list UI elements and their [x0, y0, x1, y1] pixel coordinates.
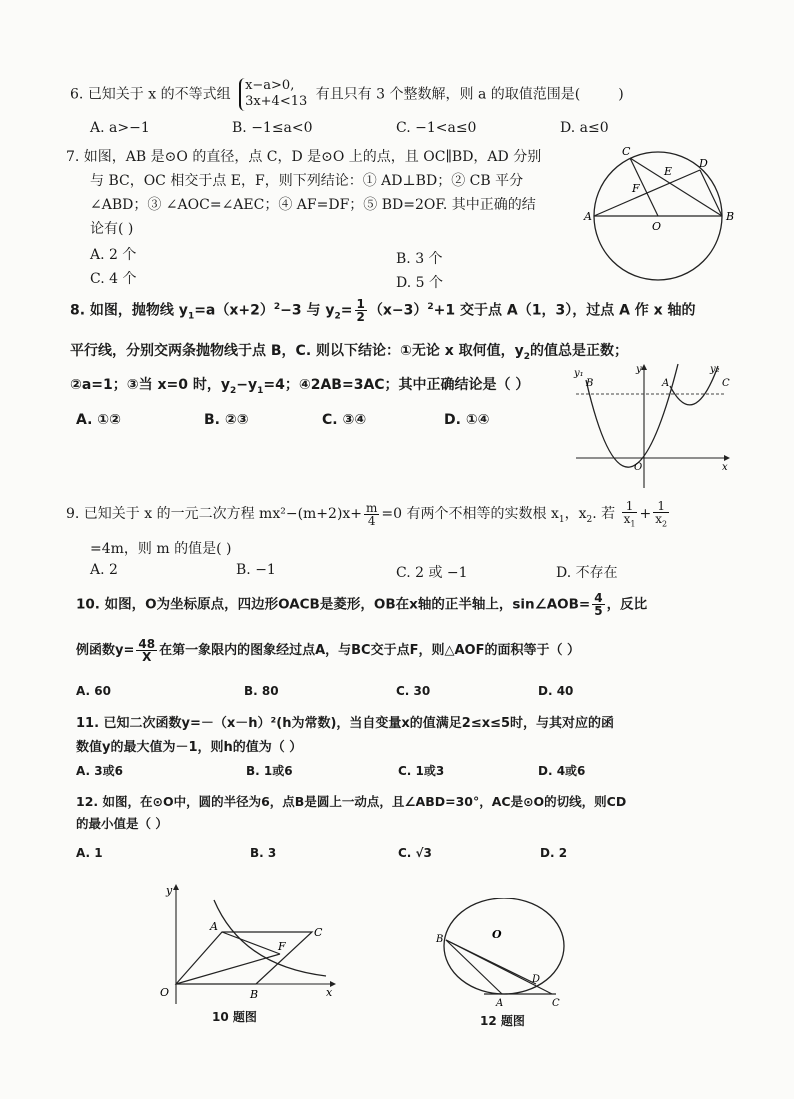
q6-option-c: C. −1<a≤0 [396, 120, 477, 136]
q6-ineq-2: 3x+4<13 [245, 94, 308, 110]
q8-x-arrow [724, 455, 730, 461]
fig10-caption: 10 题图 [212, 1010, 257, 1024]
q10-frac-n: 4 [594, 591, 603, 605]
q10-l2b: 在第一象限内的图象经过点A，与BC交于点F，则△AOF的面积等于（ ） [159, 643, 580, 658]
q8-label-a: A [662, 378, 670, 389]
q8-option-d: D. ①④ [444, 412, 490, 428]
fig10-hyperbola [214, 900, 326, 976]
q8-parabola-figure [572, 362, 734, 492]
q12-option-b: B. 3 [250, 846, 277, 860]
q10-line-1 [76, 592, 647, 617]
q8-option-a: A. ①② [76, 412, 121, 428]
q8-label-y: y [636, 364, 642, 375]
fig10-label-a: A [210, 920, 218, 933]
q7-label-e: E [664, 165, 673, 178]
q9-option-b: B. −1 [236, 562, 276, 578]
q9-frac-1-x2: $\frac{1}{x_2}$ [655, 499, 668, 529]
q7-option-d: D. 5 个 [396, 275, 443, 291]
fig10-label-x: x [326, 986, 333, 999]
q7-label-c: C [622, 145, 631, 158]
q10-l1a: 10. 如图，O为坐标原点，四边形OACB是菱形，OB在x轴的正半轴上，sin∠AOB= [76, 596, 591, 613]
q11-option-d: D. 4或6 [538, 764, 586, 778]
q8-l3c: =4；④2AB=3AC；其中正确结论是（ ） [263, 377, 530, 393]
fig10-label-y: y [166, 884, 173, 897]
q8-label-y1: y₁ [574, 368, 584, 379]
q7-label-b: B [726, 210, 735, 223]
q7-line-1: 7. 如图，AB 是⊙O 的直径，点 C，D 是⊙O 上的点，且 OC∥BD，AD 分别 [66, 149, 542, 165]
q8-l3: ②a=1；③当 x=0 时，y [70, 377, 231, 393]
q8-label-c: C [722, 378, 730, 389]
fig12-label-c: C [552, 998, 560, 1009]
q10-frac2-n: 48 [138, 637, 156, 651]
q8-line-1: 8. 如图，抛物线 $y_1=a(x+2)^2-3$ 与 $y_2=$ $\frac{1}{2}$ $(x-3)^2+1$ 交于点 A（1，3），过点 A 作 x 轴的 [70, 297, 696, 324]
q11-option-a: A. 3或6 [76, 764, 123, 778]
q6-ineq-1: x−a>0, [245, 78, 295, 93]
q9-line-2: =4m，则 m 的值是( ) [90, 541, 232, 557]
fig12-circle-figure [428, 898, 568, 1010]
q10-l1b: ，反比 [606, 596, 648, 613]
q10-frac-48x [136, 638, 157, 663]
fig12-label-d: D [532, 974, 541, 985]
q10-option-c: C. 30 [396, 684, 431, 698]
fig10-rhombus-figure [150, 880, 340, 1010]
q9-frac-1-x1: $\frac{1}{x_1}$ [623, 499, 636, 529]
q7-label-f: F [632, 182, 640, 195]
q6-option-d: D. a≤0 [560, 120, 609, 136]
q10-frac-d: 5 [594, 604, 603, 618]
q9-frac-d: 4 [367, 513, 376, 528]
q7-label-a: A [584, 210, 592, 223]
q8-l1f: +1 交于点 A（1，3），过点 A 作 x 轴的 [433, 302, 696, 319]
q8-label-x: x [722, 462, 728, 473]
q7-line-ad [594, 170, 700, 216]
q8-label-y2: y₂ [710, 364, 720, 375]
q6-pre: 已知关于 x 的不等式组 [87, 86, 231, 103]
q9-mid2: ，x [564, 506, 587, 523]
q8-l1a: 8. 如图，抛物线 y [70, 302, 188, 319]
q7-option-a: A. 2 个 [90, 247, 137, 263]
fig10-line-of [176, 954, 280, 984]
q10-line-2 [76, 638, 580, 663]
q6-stem [70, 78, 624, 111]
q9-frac-m4 [364, 502, 379, 527]
q9-mid: =0 有两个不相等的实数根 x [381, 506, 559, 523]
q6-option-a: A. a>−1 [90, 120, 150, 136]
q9-frac-n: m [366, 500, 378, 515]
q8-label-b: B [586, 378, 594, 389]
q7-option-b: B. 3 个 [396, 251, 443, 267]
q12-option-d: D. 2 [540, 846, 568, 860]
q12-line-2: 的最小值是（ ） [76, 816, 168, 831]
fig12-line-bc [446, 940, 552, 994]
q8-line-2: 平行线，分别交两条抛物线于点 B，C. 则以下结论：①无论 x 取何值，$y_2$的值总是正数； [70, 343, 629, 362]
q6-option-b: B. −1≤a<0 [232, 120, 313, 136]
q10-frac2-d: X [142, 650, 152, 664]
q7-option-c: C. 4 个 [90, 271, 137, 287]
q6-number: 6. [70, 86, 84, 103]
fig12-caption: 12 题图 [480, 1014, 525, 1028]
q9-line-1: 9. 已知关于 x 的一元二次方程 mx²−(m+2)x+ $\frac{m}{4}$ =0 有两个不相等的实数根 $x_1$，$x_2$. 若 $\frac{1}{x_1}$ + $\frac{1}{x_2}$ [66, 499, 668, 529]
q8-option-b: B. ②③ [204, 412, 249, 428]
fig10-label-b: B [250, 988, 259, 1001]
q8-y-arrow [641, 364, 647, 370]
q8-label-o: O [634, 462, 643, 473]
q6-post: 有且只有 3 个整数解，则 a 的取值范围是( [315, 86, 581, 103]
q8-l2: 平行线，分别交两条抛物线于点 B，C. 则以下结论：①无论 x 取何值，y [70, 343, 524, 359]
fig10-label-o: O [160, 986, 170, 999]
q6-close: ) [618, 86, 624, 103]
q6-inequality-system [239, 78, 307, 111]
q8-l1e: （x−3） [368, 302, 428, 319]
fig10-y-arrow [173, 884, 179, 890]
fig12-label-o: O [492, 928, 502, 941]
q8-fraction [355, 298, 367, 323]
fig10-line-af [222, 932, 280, 954]
q10-l2a: 例函数y= [76, 643, 135, 658]
q11-line-2: 数值y的最大值为－1，则h的值为（ ） [76, 740, 303, 755]
q9-option-c: C. 2 或 −1 [396, 565, 468, 581]
q7-line-4: 论有( ) [90, 221, 134, 237]
fig12-line-ba [446, 940, 502, 994]
q10-option-b: B. 80 [244, 684, 279, 698]
q10-frac-sin [592, 592, 604, 617]
fig12-circle [444, 898, 564, 994]
fig12-label-b: B [436, 934, 444, 945]
q10-option-a: A. 60 [76, 684, 111, 698]
q9-pre: 9. 已知关于 x 的一元二次方程 mx²−(m+2)x+ [66, 506, 363, 523]
q7-line-2: 与 BC，OC 相交于点 E，F，则下列结论：① AD⊥BD；② CB 平分 [90, 173, 524, 189]
q8-l3b: −y [236, 377, 258, 393]
q8-line-3: ②a=1；③当 x=0 时，$y_2-y_1=4$；④2AB=3AC；其中正确结论是（ ） [70, 377, 530, 396]
q8-frac-n: 1 [356, 297, 365, 311]
fig10-label-c: C [314, 926, 323, 939]
q10-option-d: D. 40 [538, 684, 574, 698]
q8-l2b: 的值总是正数； [530, 343, 629, 359]
q12-line-1: 12. 如图，在⊙O中，圆的半径为6，点B是圆上一动点，且∠ABD=30°，AC是⊙O的切线，则CD [76, 794, 627, 809]
fig12-label-a: A [496, 998, 504, 1009]
q8-frac-d: 2 [356, 310, 365, 324]
q7-circle-figure [582, 140, 742, 290]
q8-option-c: C. ③④ [322, 412, 367, 428]
q12-option-c: C. √3 [398, 846, 432, 860]
q7-label-o: O [652, 220, 662, 233]
q11-option-b: B. 1或6 [246, 764, 293, 778]
fig10-label-f: F [278, 940, 286, 953]
q7-line-3: ∠ABD；③ ∠AOC=∠AEC；④ AF=DF；⑤ BD=2OF. 其中正确的结 [90, 197, 536, 213]
q8-l1b: =a（x+2） [194, 302, 274, 319]
q11-option-c: C. 1或3 [398, 764, 445, 778]
q7-label-d: D [699, 157, 708, 170]
q11-line-1: 11. 已知二次函数y=－（x－h）²(h为常数)，当自变量x的值满足2≤x≤5时，与其对应的函 [76, 716, 615, 731]
q9-option-a: A. 2 [90, 562, 118, 578]
q9-option-d: D. 不存在 [556, 565, 618, 581]
q8-l1c: −3 与 y [280, 302, 335, 319]
q12-option-a: A. 1 [76, 846, 103, 860]
q8-l1d: = [340, 302, 353, 319]
q9-mid3: . 若 [592, 506, 616, 523]
